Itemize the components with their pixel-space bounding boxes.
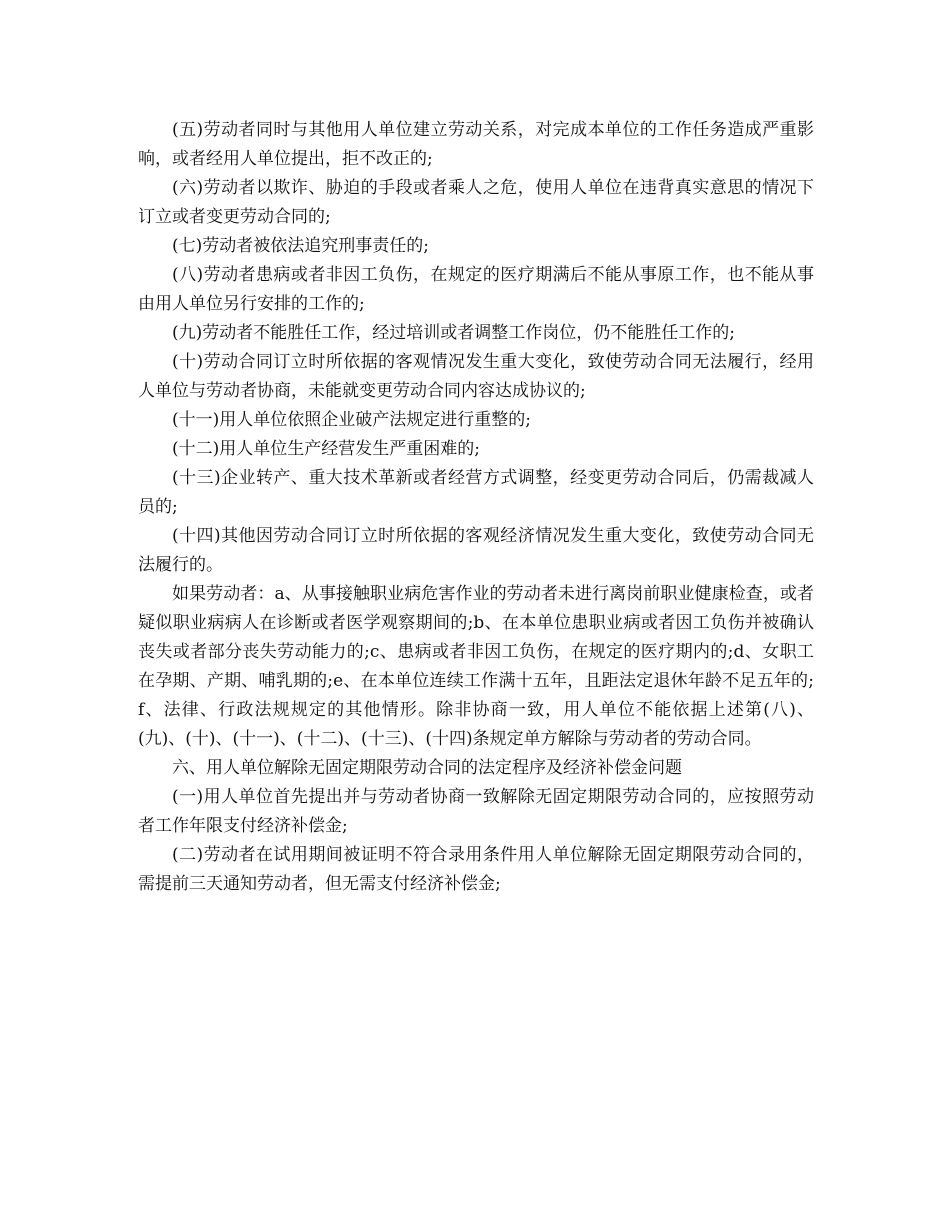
paragraph-item-6: (六)劳动者以欺诈、胁迫的手段或者乘人之危，使用人单位在违背真实意思的情况下订立或者变更劳动合同的; bbox=[138, 178, 814, 227]
paragraph-item-8: (八)劳动者患病或者非因工负伤，在规定的医疗期满后不能从事原工作，也不能从事由用人单位另行安排的工作的; bbox=[138, 265, 814, 314]
paragraph-procedure-2: (二)劳动者在试用期间被证明不符合录用条件用人单位解除无固定期限劳动合同的，需提前三天通知劳动者，但无需支付经济补偿金; bbox=[138, 845, 814, 894]
document-body bbox=[138, 116, 814, 899]
paragraph-item-10: (十)劳动合同订立时所依据的客观情况发生重大变化，致使劳动合同无法履行，经用人单位与劳动者协商，未能就变更劳动合同内容达成协议的; bbox=[138, 352, 814, 401]
paragraph-procedure-1: (一)用人单位首先提出并与劳动者协商一致解除无固定期限劳动合同的，应按照劳动者工作年限支付经济补偿金; bbox=[138, 787, 814, 836]
paragraph-protected-conditions: 如果劳动者：a、从事接触职业病危害作业的劳动者未进行离岗前职业健康检查，或者疑似职业病病人在诊断或者医学观察期间的;b、在本单位患职业病或者因工负伤并被确认丧失或者部分丧失劳动能力的;c、患病或者非因工负伤，在规定的医疗期内的;d、女职工在孕期、产期、哺乳期的;e、在本单位连续工作满十五年，且距法定退休年龄不足五年的;f、法律、行政法规规定的其他情形。除非协商一致，用人单位不能依据上述第(八)、(九)、(十)、(十一)、(十二)、(十三)、(十四)条规定单方解除与劳动者的劳动合同。 bbox=[138, 584, 814, 749]
paragraph-item-14: (十四)其他因劳动合同订立时所依据的客观经济情况发生重大变化，致使劳动合同无法履行的。 bbox=[138, 526, 814, 575]
paragraph-item-13: (十三)企业转产、重大技术革新或者经营方式调整，经变更劳动合同后，仍需裁减人员的; bbox=[138, 468, 814, 517]
paragraph-item-5: (五)劳动者同时与其他用人单位建立劳动关系，对完成本单位的工作任务造成严重影响，或者经用人单位提出，拒不改正的; bbox=[138, 120, 814, 169]
section-heading: 六、用人单位解除无固定期限劳动合同的法定程序及经济补偿金问题 bbox=[172, 758, 682, 778]
paragraph-item-9: (九)劳动者不能胜任工作，经过培训或者调整工作岗位，仍不能胜任工作的; bbox=[172, 323, 735, 343]
paragraph-item-7: (七)劳动者被依法追究刑事责任的; bbox=[172, 236, 429, 256]
paragraph-item-11: (十一)用人单位依照企业破产法规定进行重整的; bbox=[172, 410, 531, 430]
paragraph-item-12: (十二)用人单位生产经营发生严重困难的; bbox=[172, 439, 480, 459]
